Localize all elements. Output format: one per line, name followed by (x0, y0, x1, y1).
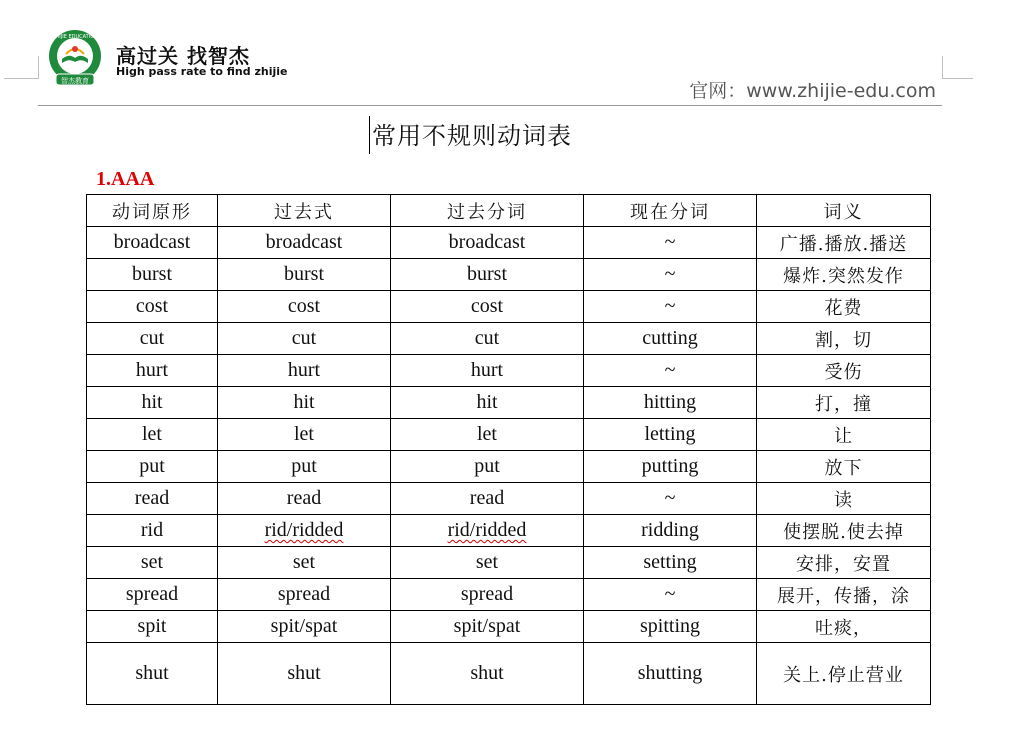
cell-text: ~ (664, 487, 676, 509)
cell-text: 放下 (824, 457, 863, 479)
cell-past-participle[interactable] (391, 515, 584, 547)
cell-text: 广播.播放.播送 (779, 233, 908, 255)
table-row (87, 483, 931, 515)
cell-text: spitting (639, 615, 700, 637)
cell-text: 读 (834, 489, 853, 511)
cell-text: cutting (642, 327, 698, 349)
cell-past-tense[interactable] (218, 483, 391, 515)
zhijie-logo-icon (42, 28, 108, 86)
cell-past-tense[interactable] (218, 451, 391, 483)
cell-base-form[interactable] (87, 387, 218, 419)
cell-text: hit (293, 391, 315, 413)
cell-text: set (140, 551, 164, 573)
website-link[interactable]: 官网：www.zhijie-edu.com (689, 80, 936, 102)
cell-meaning[interactable] (757, 611, 931, 643)
table-header-row (87, 195, 931, 227)
cell-text: spread (125, 583, 179, 605)
cell-text: hitting (643, 391, 697, 413)
cell-text: rid/ridded (264, 519, 344, 541)
cell-text: 受伤 (824, 361, 863, 383)
cell-past-tense[interactable] (218, 643, 391, 705)
cell-text: rid/ridded (447, 519, 527, 541)
cell-meaning[interactable] (757, 259, 931, 291)
cell-text: burst (284, 263, 324, 285)
cell-meaning[interactable] (757, 227, 931, 259)
cell-text: hit (141, 391, 163, 413)
cell-text: 让 (834, 425, 853, 447)
cell-past-tense[interactable] (218, 419, 391, 451)
cell-past-participle[interactable] (391, 643, 584, 705)
cell-base-form[interactable] (87, 579, 218, 611)
cell-present-participle[interactable] (584, 483, 757, 515)
cell-base-form[interactable] (87, 483, 218, 515)
cell-text: hurt (287, 359, 321, 381)
cell-text: let (142, 423, 162, 445)
cell-text: 爆炸.突然发作 (783, 265, 904, 287)
cell-base-form[interactable] (87, 355, 218, 387)
table-row (87, 451, 931, 483)
cell-past-tense[interactable] (218, 611, 391, 643)
cell-text: spit (137, 615, 167, 637)
column-header-meaning[interactable]: 词义 (757, 195, 931, 227)
cell-past-tense[interactable] (218, 227, 391, 259)
column-header-present-participle[interactable]: 现在分词 (584, 195, 757, 227)
cell-past-participle[interactable] (391, 419, 584, 451)
cell-meaning[interactable] (757, 323, 931, 355)
table-row (87, 547, 931, 579)
cell-past-participle[interactable] (391, 579, 584, 611)
cell-base-form[interactable] (87, 451, 218, 483)
cell-text: letting (644, 423, 696, 445)
cell-text: hit (476, 391, 498, 413)
cell-text: spread (460, 583, 514, 605)
page-corner-mark-left (4, 56, 39, 79)
cell-past-participle[interactable] (391, 323, 584, 355)
cell-meaning[interactable] (757, 547, 931, 579)
brand-slogan: 高过关 找智杰 (116, 44, 250, 68)
cell-text: putting (641, 455, 699, 477)
column-header-base-form[interactable]: 动词原形 (87, 195, 218, 227)
cell-text: put (474, 455, 500, 477)
cell-meaning[interactable] (757, 419, 931, 451)
cell-text: 展开，传播，涂 (777, 585, 910, 607)
table-row (87, 259, 931, 291)
cell-meaning[interactable] (757, 483, 931, 515)
logo-ring-text: ZHIJIE EDUCATION (52, 34, 98, 40)
cell-present-participle[interactable] (584, 579, 757, 611)
cell-present-participle[interactable] (584, 419, 757, 451)
cell-past-tense[interactable] (218, 259, 391, 291)
header-divider (38, 105, 942, 106)
cell-text: read (134, 487, 170, 509)
cell-text: ~ (664, 231, 676, 253)
table-row (87, 227, 931, 259)
cell-text: 使摆脱.使去掉 (783, 521, 904, 543)
cell-past-participle[interactable] (391, 291, 584, 323)
cell-base-form[interactable] (87, 291, 218, 323)
cell-text: broadcast (265, 231, 343, 253)
cell-text: cost (135, 295, 169, 317)
cell-past-participle[interactable] (391, 611, 584, 643)
cell-past-tense[interactable] (218, 547, 391, 579)
cell-present-participle[interactable] (584, 323, 757, 355)
cell-text: broadcast (448, 231, 526, 253)
cell-text: 割，切 (815, 329, 872, 351)
page-title[interactable]: 常用不规则动词表 (372, 122, 572, 150)
cell-present-participle[interactable] (584, 643, 757, 705)
cell-past-tense[interactable] (218, 579, 391, 611)
table-row (87, 291, 931, 323)
cell-text: broadcast (113, 231, 191, 253)
brand-tagline: High pass rate to find zhijie (116, 65, 288, 78)
table-row (87, 515, 931, 547)
cell-text: set (292, 551, 316, 573)
cell-present-participle[interactable] (584, 515, 757, 547)
cell-base-form[interactable] (87, 323, 218, 355)
cell-text: 花费 (824, 297, 863, 319)
cell-meaning[interactable] (757, 643, 931, 705)
table-row (87, 579, 931, 611)
cell-meaning[interactable] (757, 387, 931, 419)
cell-base-form[interactable] (87, 419, 218, 451)
cell-text: let (477, 423, 497, 445)
cell-text: read (469, 487, 505, 509)
cell-past-tense[interactable] (218, 387, 391, 419)
cell-meaning[interactable] (757, 515, 931, 547)
cell-text: ridding (641, 519, 699, 541)
table-row (87, 355, 931, 387)
cell-past-participle[interactable] (391, 483, 584, 515)
table-row (87, 643, 931, 705)
cell-text: put (291, 455, 317, 477)
cell-past-participle[interactable] (391, 259, 584, 291)
cell-text: hurt (135, 359, 169, 381)
cell-text: cut (139, 327, 165, 349)
cell-text: shut (470, 662, 504, 684)
cell-text: set (475, 551, 499, 573)
cell-present-participle[interactable] (584, 451, 757, 483)
logo-badge-text: 智杰教育 (61, 77, 89, 85)
cell-base-form[interactable] (87, 611, 218, 643)
cell-past-participle[interactable] (391, 387, 584, 419)
cell-text: burst (467, 263, 507, 285)
column-header-past-participle[interactable]: 过去分词 (391, 195, 584, 227)
cell-base-form[interactable] (87, 643, 218, 705)
cell-past-participle[interactable] (391, 451, 584, 483)
cell-base-form[interactable] (87, 227, 218, 259)
cell-text: put (139, 455, 165, 477)
cell-present-participle[interactable] (584, 611, 757, 643)
cell-text: setting (643, 551, 697, 573)
cell-text: ~ (664, 359, 676, 381)
cell-text: cut (474, 327, 500, 349)
cell-present-participle[interactable] (584, 547, 757, 579)
verb-table (86, 194, 931, 705)
cell-base-form[interactable] (87, 259, 218, 291)
cell-present-participle[interactable] (584, 387, 757, 419)
table-row (87, 323, 931, 355)
table-row (87, 419, 931, 451)
cell-text: cost (470, 295, 504, 317)
cell-text: cost (287, 295, 321, 317)
cell-text: burst (132, 263, 172, 285)
cell-present-participle[interactable] (584, 291, 757, 323)
cell-past-participle[interactable] (391, 547, 584, 579)
cell-text: spit/spat (270, 615, 338, 637)
cell-meaning[interactable] (757, 355, 931, 387)
cell-text: 安排，安置 (796, 553, 891, 575)
cell-text: read (286, 487, 322, 509)
cell-text: spit/spat (453, 615, 521, 637)
cell-past-tense[interactable] (218, 291, 391, 323)
cell-text: shutting (637, 662, 703, 684)
cell-text: cut (291, 327, 317, 349)
table-row (87, 387, 931, 419)
cell-past-tense[interactable] (218, 323, 391, 355)
cell-text: ~ (664, 583, 676, 605)
cell-meaning[interactable] (757, 579, 931, 611)
cell-present-participle[interactable] (584, 259, 757, 291)
cell-text: ~ (664, 263, 676, 285)
cell-past-tense[interactable] (218, 515, 391, 547)
cell-present-participle[interactable] (584, 227, 757, 259)
cell-base-form[interactable] (87, 547, 218, 579)
section-heading[interactable]: 1.AAA (96, 168, 155, 190)
cell-text: let (294, 423, 314, 445)
cell-past-participle[interactable] (391, 227, 584, 259)
cell-text: rid (140, 519, 164, 541)
cell-text: 打，撞 (815, 393, 872, 415)
cell-past-tense[interactable] (218, 355, 391, 387)
column-header-past-tense[interactable]: 过去式 (218, 195, 391, 227)
cell-base-form[interactable] (87, 515, 218, 547)
table-row (87, 611, 931, 643)
page-corner-mark-right (942, 56, 973, 79)
cell-meaning[interactable] (757, 291, 931, 323)
cell-text: spread (277, 583, 331, 605)
cell-text: hurt (470, 359, 504, 381)
cell-past-participle[interactable] (391, 355, 584, 387)
text-cursor (369, 116, 370, 154)
cell-present-participle[interactable] (584, 355, 757, 387)
cell-text: 关上.停止营业 (783, 664, 904, 686)
cell-meaning[interactable] (757, 451, 931, 483)
cell-text: shut (287, 662, 321, 684)
cell-text: ~ (664, 295, 676, 317)
cell-text: 吐痰， (815, 617, 872, 639)
cell-text: shut (135, 662, 169, 684)
